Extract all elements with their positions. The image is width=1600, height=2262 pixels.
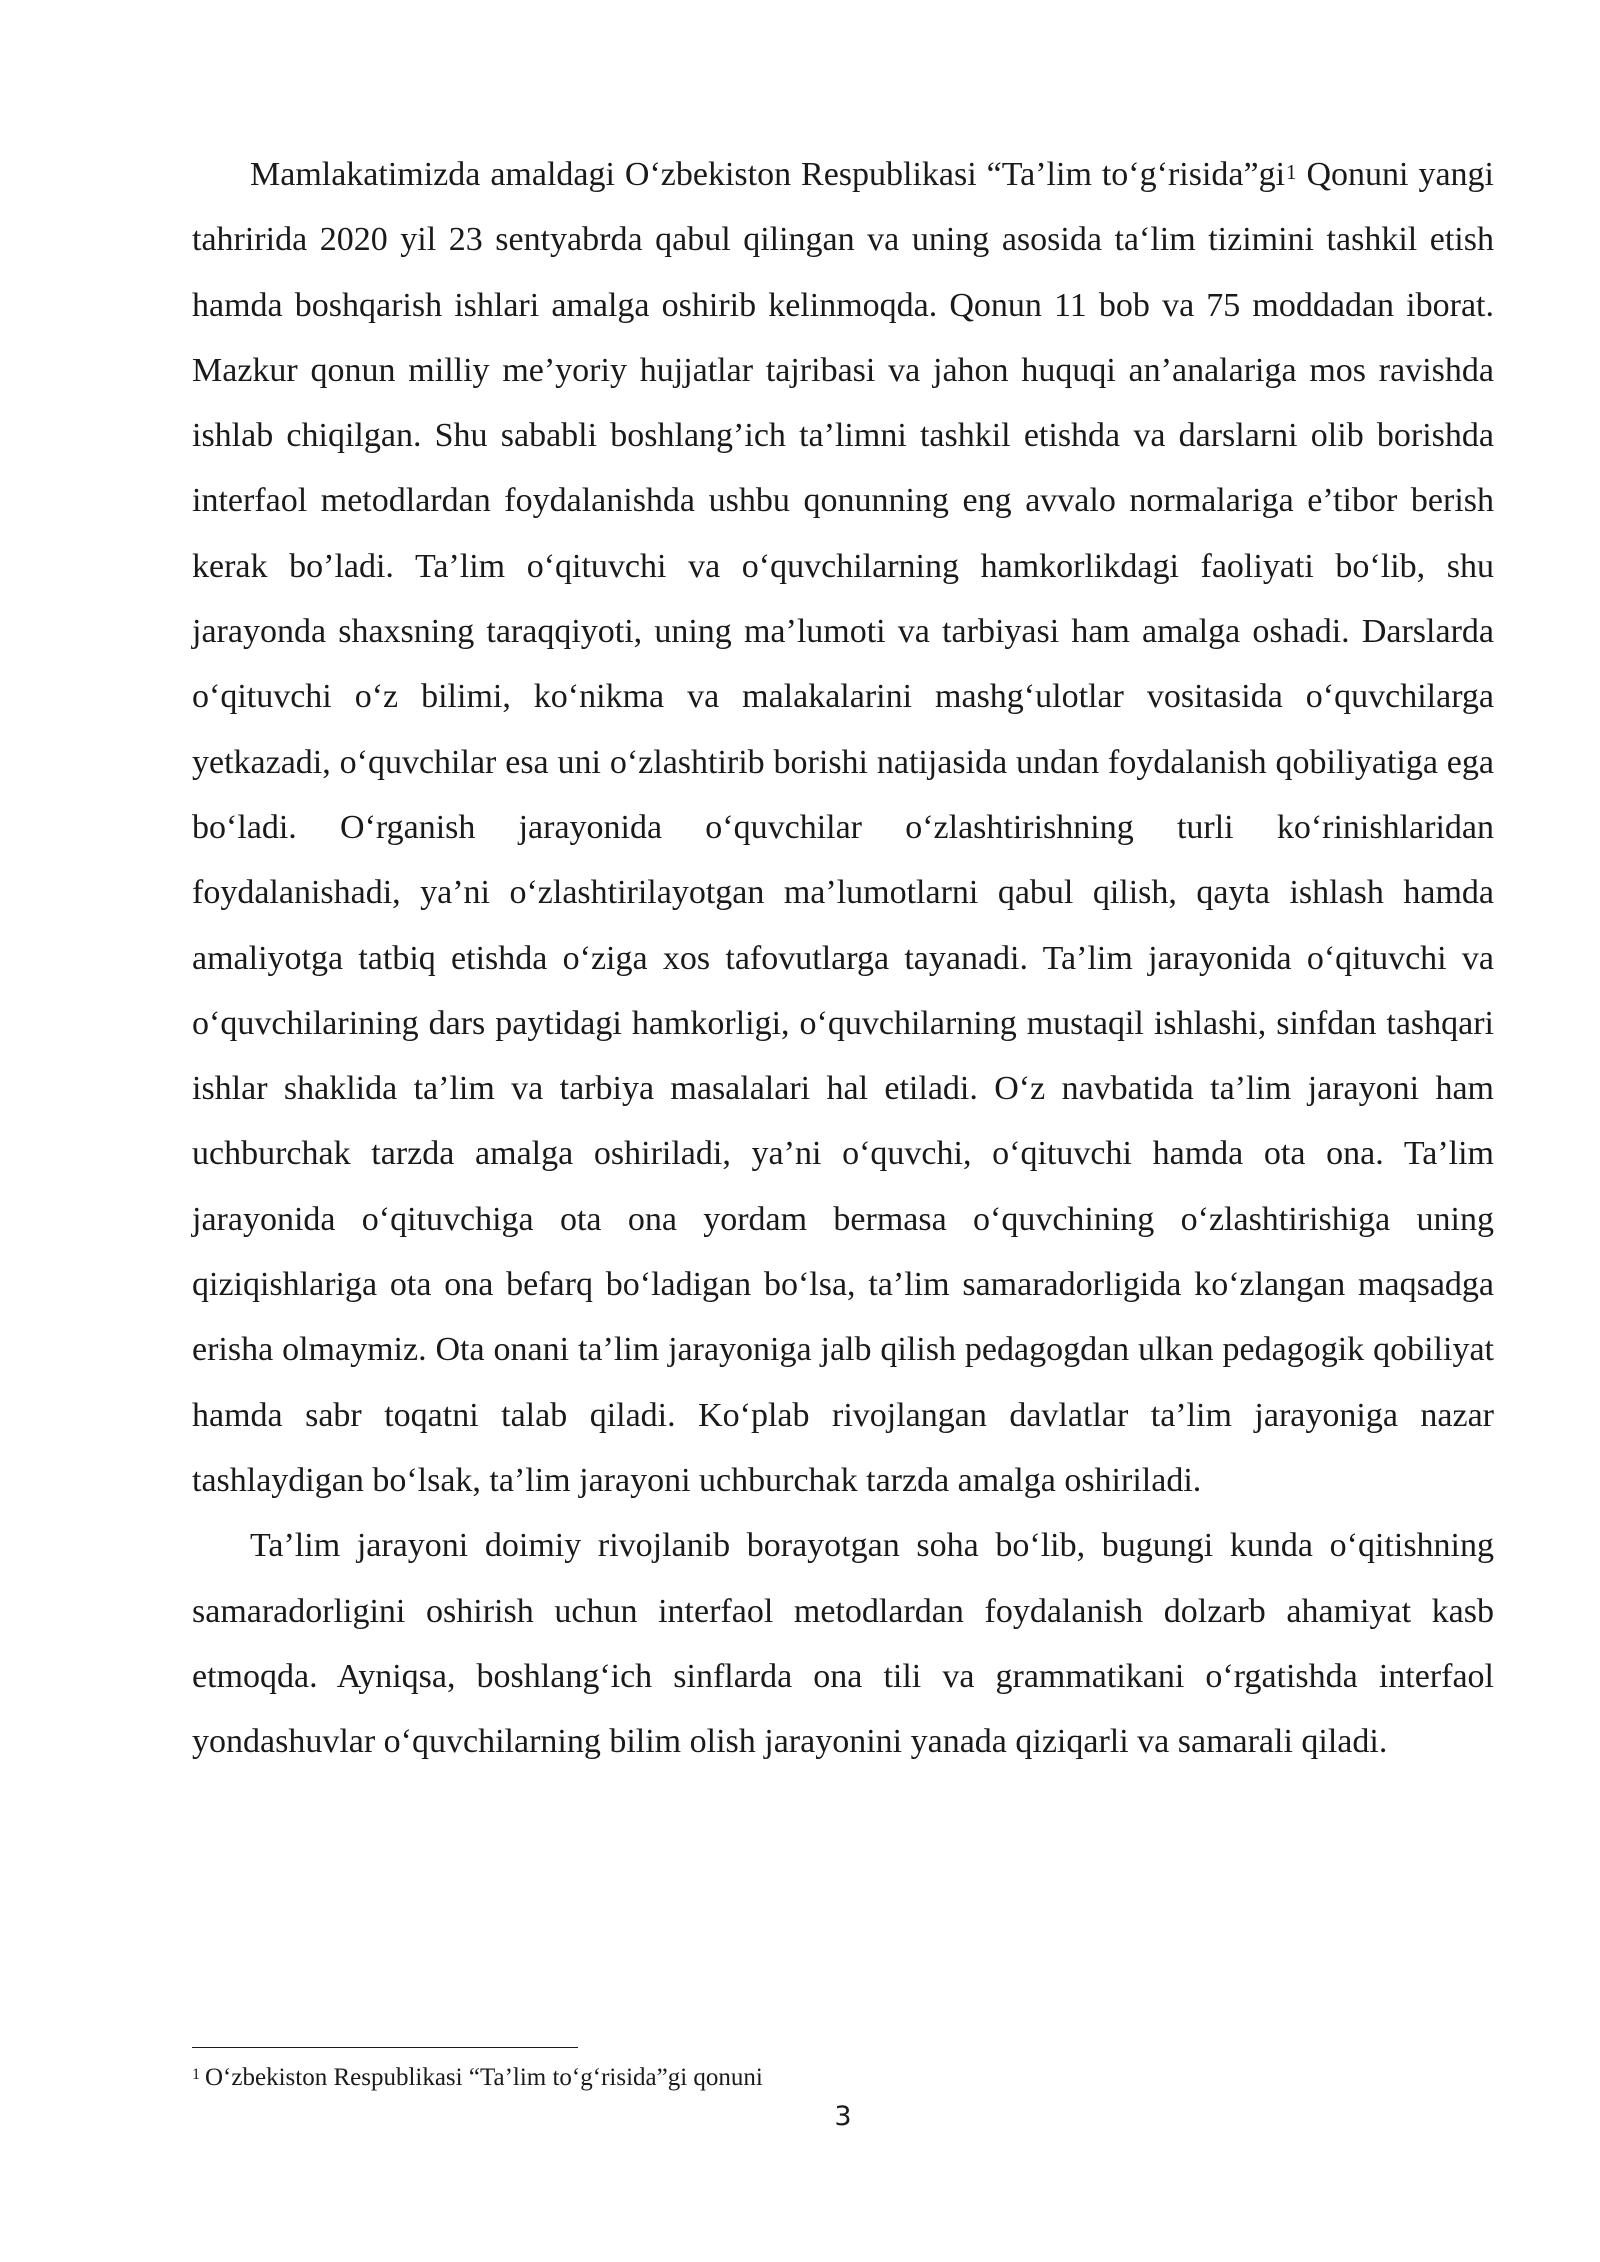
footnote-reference[interactable]: 1 — [1286, 160, 1297, 184]
footnote-separator — [192, 2047, 578, 2048]
footnote-mark: 1 — [192, 2066, 200, 2083]
paragraph-1-text-start: Mamlakatimizda amaldagi O‘zbekiston Respublikasi “Ta’lim to‘g‘risida”gi — [250, 156, 1286, 193]
paragraph-1 — [192, 142, 1494, 1513]
body-text — [192, 142, 1494, 1774]
footnote — [192, 2062, 763, 2094]
footnote-text: O‘zbekiston Respublikasi “Ta’lim to‘g‘risida”gi qonuni — [205, 2064, 763, 2091]
paragraph-1-text-rest: Qonuni yangi tahririda 2020 yil 23 sentyabrda qabul qilingan va uning asosida ta‘lim tizimini tashkil etish hamda boshqarish ishlari amalga oshirib kelinmoqda. Qonun 11 bob va 75 moddadan iborat. Mazkur qonun milliy me’yoriy hujjatlar tajribasi va jahon huquqi an’analariga mos ravishda ishlab chiqilgan. Shu sababli boshlang’ich ta’limni tashkil etishda va darslarni olib borishda interfaol metodlardan foydalanishda ushbu qonunning eng avvalo normalariga e’tibor berish kerak bo’ladi. Ta’lim o‘qituvchi va o‘quvchilarning hamkorlikdagi faoliyati bo‘lib, shu jarayonda shaxsning taraqqiyoti, uning ma’lumoti va tarbiyasi ham amalga oshadi. Darslarda o‘qituvchi o‘z bilimi, ko‘nikma va malakalarini mashg‘ulotlar vositasida o‘quvchilarga yetkazadi, o‘quvchilar esa uni o‘zlashtirib borishi natijasida undan foydalanish qobiliyatiga ega bo‘ladi. O‘rganish jarayonida o‘quvchilar o‘zlashtirishning turli ko‘rinishlaridan foydalanishadi, ya’ni o‘zlashtirilayotgan ma’lumotlarni qabul qilish, qayta ishlash hamda amaliyotga tatbiq etishda o‘ziga xos tafovutlarga tayanadi. Ta’lim jarayonida o‘qituvchi va o‘quvchilarining dars paytidagi hamkorligi, o‘quvchilarning mustaqil ishlashi, sinfdan tashqari ishlar shaklida ta’lim va tarbiya masalalari hal etiladi. O‘z navbatida ta’lim jarayoni ham uchburchak tarzda amalga oshiriladi, ya’ni o‘quvchi, o‘qituvchi hamda ota ona. Ta’lim jarayonida o‘qituvchiga ota ona yordam bermasa o‘quvchining o‘zlashtirishiga uning qiziqishlariga ota ona befarq bo‘ladigan bo‘lsa, ta’lim samaradorligida ko‘zlangan maqsadga erisha olmaymiz. Ota onani ta’lim jarayoniga jalb qilish pedagogdan ulkan pedagogik qobiliyat hamda sabr toqatni talab qiladi. Ko‘plab rivojlangan davlatlar ta’lim jarayoniga nazar tashlaydigan bo‘lsak, ta’lim jarayoni uchburchak tarzda amalga oshiriladi. — [192, 156, 1494, 1499]
page-number: 3 — [834, 2101, 852, 2132]
paragraph-2: Ta’lim jarayoni doimiy rivojlanib borayotgan soha bo‘lib, bugungi kunda o‘qitishning samaradorligini oshirish uchun interfaol metodlardan foydalanish dolzarb ahamiyat kasb etmoqda. Ayniqsa, boshlang‘ich sinflarda ona tili va grammatikani o‘rgatishda interfaol yondashuvlar o‘quvchilarning bilim olish jarayonini yanada qiziqarli va samarali qiladi. — [192, 1527, 1494, 1761]
